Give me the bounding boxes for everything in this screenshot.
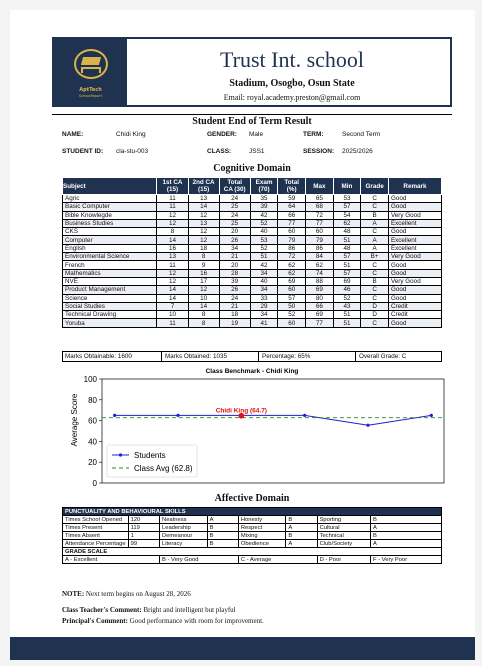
- subject-row: [63, 269, 442, 277]
- subject-score: C: [361, 286, 389, 294]
- subject-name: Yoruba: [63, 319, 157, 327]
- affective-row: [63, 532, 442, 540]
- skill-label: Honesty: [238, 516, 286, 524]
- subject-score: 21: [219, 302, 250, 310]
- subject-score: 43: [333, 302, 361, 310]
- subject-row: [63, 244, 442, 252]
- subject-score: C: [361, 203, 389, 211]
- graduation-cap-icon: [81, 57, 101, 65]
- subject-score: 40: [250, 277, 278, 285]
- subject-score: 12: [188, 236, 219, 244]
- subject-score: 51: [333, 311, 361, 319]
- subject-score: 24: [219, 195, 250, 203]
- footer-bar: [10, 637, 475, 660]
- subject-name: Basic Computer: [63, 203, 157, 211]
- subject-name: Environmental Science: [63, 253, 157, 261]
- subject-score: 46: [333, 286, 361, 294]
- subject-score: 60: [278, 286, 306, 294]
- subject-score: 11: [157, 319, 188, 327]
- subject-score: 12: [157, 211, 188, 219]
- subject-score: 68: [306, 203, 334, 211]
- annotation-label: Chidi King (64.7): [215, 407, 267, 415]
- subject-row: [63, 236, 442, 244]
- subject-score: 10: [188, 294, 219, 302]
- subject-name: Product Management: [63, 286, 157, 294]
- subject-score: 8: [188, 319, 219, 327]
- cognitive-table: [62, 177, 442, 328]
- subject-score: Good: [388, 261, 441, 269]
- subject-score: 69: [333, 277, 361, 285]
- subject-score: 8: [188, 311, 219, 319]
- skill-value: B: [207, 524, 238, 532]
- subject-score: 57: [278, 294, 306, 302]
- skill-label: Technical: [317, 532, 370, 540]
- logo-subtext: SchoolReport: [78, 94, 103, 98]
- school-logo: [54, 39, 127, 105]
- subject-score: 51: [333, 261, 361, 269]
- subject-score: 12: [157, 277, 188, 285]
- subject-score: 34: [250, 311, 278, 319]
- skill-value: B: [207, 540, 238, 548]
- subject-row: [63, 277, 442, 285]
- subject-score: 62: [278, 261, 306, 269]
- subject-score: 19: [219, 319, 250, 327]
- skill-label: Mixing: [238, 532, 286, 540]
- note-label: NOTE:: [62, 590, 85, 598]
- subject-score: 62: [278, 269, 306, 277]
- subject-score: 62: [306, 261, 334, 269]
- subject-score: 62: [333, 219, 361, 227]
- subject-name: French: [63, 261, 157, 269]
- cognitive-col-header: Subject: [63, 178, 157, 195]
- skill-label: Literacy: [160, 540, 208, 548]
- subject-score: Excellent: [388, 236, 441, 244]
- subject-score: A: [361, 236, 389, 244]
- subject-score: 84: [306, 253, 334, 261]
- students-point: [366, 424, 369, 427]
- student-id: cla-stu-003: [116, 148, 149, 155]
- subject-row: [63, 211, 442, 219]
- subject-score: 17: [188, 277, 219, 285]
- subject-score: 52: [278, 311, 306, 319]
- subject-score: 52: [250, 219, 278, 227]
- subject-score: 48: [333, 244, 361, 252]
- subject-score: 14: [157, 294, 188, 302]
- principal-comment-text: Good performance with room for improvement.: [129, 617, 264, 625]
- subject-score: 13: [188, 219, 219, 227]
- subject-row: [63, 261, 442, 269]
- subject-score: 9: [188, 261, 219, 269]
- subject-score: 26: [219, 236, 250, 244]
- subject-row: [63, 203, 442, 211]
- subject-name: Business Studies: [63, 219, 157, 227]
- subject-score: 12: [157, 269, 188, 277]
- skill-label: Attendance Percentage: [63, 540, 129, 548]
- subject-score: 33: [250, 294, 278, 302]
- subject-score: 20: [219, 228, 250, 236]
- subject-score: 12: [188, 286, 219, 294]
- school-email: Email: royal.academy.preston@gmail.com: [223, 93, 361, 102]
- subject-score: 25: [219, 219, 250, 227]
- subject-score: 60: [278, 319, 306, 327]
- teacher-comment-label: Class Teacher's Comment:: [62, 606, 142, 614]
- subject-score: 50: [278, 302, 306, 310]
- subject-score: 14: [157, 236, 188, 244]
- subject-score: Good: [388, 286, 441, 294]
- subject-score: Good: [388, 203, 441, 211]
- name-label: NAME:: [62, 131, 84, 138]
- subject-name: Bible Knowlegde: [63, 211, 157, 219]
- subject-name: Agric: [63, 195, 157, 203]
- subject-score: 28: [219, 269, 250, 277]
- skill-value: A: [286, 524, 317, 532]
- skill-value: B: [286, 532, 317, 540]
- y-tick-label: 40: [88, 437, 97, 447]
- class-label: CLASS:: [207, 148, 232, 155]
- subject-score: C: [361, 269, 389, 277]
- skill-label: Obedience: [238, 540, 286, 548]
- subject-row: [63, 311, 442, 319]
- subject-score: 39: [250, 203, 278, 211]
- subject-score: 12: [188, 228, 219, 236]
- skill-value: 1: [128, 532, 159, 540]
- cognitive-col-header: 1st CA (15): [157, 178, 188, 195]
- subject-score: 57: [333, 203, 361, 211]
- affective-table: [62, 507, 442, 564]
- subject-score: 72: [306, 211, 334, 219]
- cognitive-col-header: Min: [333, 178, 361, 195]
- subject-score: 12: [157, 219, 188, 227]
- teacher-comment-text: Bright and intelligent but playful: [143, 606, 236, 614]
- skill-value: A: [371, 540, 442, 548]
- cognitive-header-row: [63, 178, 442, 195]
- students-point: [113, 414, 116, 417]
- subject-score: A: [361, 244, 389, 252]
- grade-scale-item: D - Poor: [317, 556, 370, 564]
- skill-label: Times Absent: [63, 532, 129, 540]
- subject-score: 52: [333, 294, 361, 302]
- subject-score: 11: [157, 203, 188, 211]
- subject-row: [63, 253, 442, 261]
- subject-score: 74: [306, 269, 334, 277]
- subject-score: Credit: [388, 302, 441, 310]
- report-title: Student End of Term Result: [52, 114, 452, 127]
- skill-label: Cultural: [317, 524, 370, 532]
- subject-score: 42: [250, 211, 278, 219]
- subject-score: 10: [157, 311, 188, 319]
- subject-score: A: [361, 219, 389, 227]
- subject-score: Credit: [388, 311, 441, 319]
- skill-label: Leadership: [160, 524, 208, 532]
- gender-label: GENDER:: [207, 131, 237, 138]
- subject-score: 29: [250, 302, 278, 310]
- subject-score: B: [361, 211, 389, 219]
- subject-score: 53: [250, 236, 278, 244]
- subject-score: Good: [388, 195, 441, 203]
- subject-score: 20: [219, 261, 250, 269]
- subject-row: [63, 286, 442, 294]
- marks-obtained: Marks Obtained: 1035: [161, 352, 227, 361]
- affective-row: [63, 540, 442, 548]
- subject-score: D: [361, 311, 389, 319]
- student-session: 2025/2026: [342, 148, 373, 155]
- subject-name: Mathematics: [63, 269, 157, 277]
- subject-score: C: [361, 294, 389, 302]
- principal-comment: [62, 617, 264, 625]
- report-page: [10, 10, 475, 660]
- term-label: TERM:: [303, 131, 324, 138]
- chart-title: Class Benchmark - Chidi King: [205, 368, 299, 375]
- subject-name: Computer: [63, 236, 157, 244]
- school-name: Trust Int. school: [219, 47, 365, 72]
- affective-row: [63, 516, 442, 524]
- cognitive-col-header: Remark: [388, 178, 441, 195]
- subject-score: 8: [157, 228, 188, 236]
- student-gender: Male: [249, 131, 264, 138]
- y-tick-label: 100: [83, 375, 97, 384]
- subject-score: 59: [278, 195, 306, 203]
- chart-y-label: Average Score: [70, 393, 79, 447]
- grade-scale-item: B - Very Good: [160, 556, 239, 564]
- subject-score: 60: [278, 228, 306, 236]
- skill-value: A: [371, 524, 442, 532]
- subject-score: 66: [278, 211, 306, 219]
- subject-score: 48: [333, 228, 361, 236]
- subject-score: C: [361, 195, 389, 203]
- subject-score: 51: [333, 236, 361, 244]
- subject-score: 51: [250, 253, 278, 261]
- grade-scale-item: C - Average: [238, 556, 317, 564]
- skill-value: A: [286, 540, 317, 548]
- subject-score: 79: [278, 236, 306, 244]
- subject-row: [63, 302, 442, 310]
- student-name: Chidi King: [116, 131, 146, 138]
- subject-score: Good: [388, 294, 441, 302]
- subject-name: Science: [63, 294, 157, 302]
- subject-score: Very Good: [388, 253, 441, 261]
- grade-scale-label: GRADE SCALE: [63, 548, 442, 556]
- subject-score: 88: [306, 277, 334, 285]
- subject-score: 26: [219, 286, 250, 294]
- subject-score: Excellent: [388, 244, 441, 252]
- skill-label: Times Present: [63, 524, 129, 532]
- subject-score: 21: [219, 253, 250, 261]
- cognitive-col-header: Grade: [361, 178, 389, 195]
- subject-score: B+: [361, 253, 389, 261]
- benchmark-chart: [52, 365, 452, 490]
- subject-score: Good: [388, 319, 441, 327]
- students-line: [115, 415, 432, 425]
- students-point: [303, 414, 306, 417]
- cognitive-col-header: Max: [306, 178, 334, 195]
- students-point: [176, 414, 179, 417]
- subject-score: C: [361, 319, 389, 327]
- subject-score: 77: [306, 219, 334, 227]
- subject-score: 72: [278, 253, 306, 261]
- affective-row: [63, 524, 442, 532]
- subject-score: Good: [388, 228, 441, 236]
- subject-score: 65: [306, 195, 334, 203]
- subject-score: 66: [306, 302, 334, 310]
- subject-score: 41: [250, 319, 278, 327]
- skill-label: Neatness: [160, 516, 208, 524]
- subject-score: 11: [157, 261, 188, 269]
- subject-score: 35: [250, 195, 278, 203]
- cognitive-col-header: Exam (70): [250, 178, 278, 195]
- subject-score: Excellent: [388, 219, 441, 227]
- y-tick-label: 80: [88, 395, 97, 405]
- chart-plot-area: [84, 375, 444, 488]
- subject-score: 52: [250, 244, 278, 252]
- subject-score: 77: [306, 319, 334, 327]
- legend-label: Class Avg (62.8): [134, 464, 193, 473]
- note-text: Next term begins on August 28, 2026: [85, 590, 191, 598]
- skill-value: B: [371, 516, 442, 524]
- subject-score: 11: [157, 195, 188, 203]
- subject-score: 14: [157, 286, 188, 294]
- subject-score: 42: [250, 261, 278, 269]
- skill-value: 120: [128, 516, 159, 524]
- skill-value: A: [207, 516, 238, 524]
- affective-section-header: PUNCTUALITY AND BEHAVIOURAL SKILLS: [63, 508, 442, 516]
- subject-score: 13: [157, 253, 188, 261]
- skill-value: B: [371, 532, 442, 540]
- subject-score: 14: [188, 302, 219, 310]
- subject-row: [63, 195, 442, 203]
- subject-score: 40: [250, 228, 278, 236]
- percentage: Percentage: 65%: [258, 352, 310, 361]
- subject-score: 34: [250, 286, 278, 294]
- student-id-label: STUDENT ID:: [62, 148, 104, 155]
- skill-label: Sporting: [317, 516, 370, 524]
- legend-marker: [119, 453, 122, 456]
- school-address: Stadium, Osogbo, Osun State: [229, 78, 355, 89]
- subject-score: 57: [333, 269, 361, 277]
- marks-obtainable: Marks Obtainable: 1600: [65, 353, 132, 360]
- cognitive-col-header: Total CA (30): [219, 178, 250, 195]
- subject-score: 51: [333, 319, 361, 327]
- book-icon: [81, 67, 101, 73]
- y-tick-label: 60: [88, 416, 97, 426]
- students-point: [430, 414, 433, 417]
- subject-row: [63, 294, 442, 302]
- subject-score: 64: [278, 203, 306, 211]
- subject-row: [63, 219, 442, 227]
- subject-score: 69: [306, 311, 334, 319]
- grade-scale-item: F - Very Poor: [371, 556, 442, 564]
- subject-score: Very Good: [388, 277, 441, 285]
- subject-score: 8: [188, 253, 219, 261]
- grade-scale-row: [63, 556, 442, 564]
- overall-grade: Overall Grade: C: [355, 352, 406, 361]
- marks-summary: [62, 351, 442, 362]
- school-header: [52, 37, 452, 107]
- legend-label: Students: [134, 451, 166, 460]
- skill-value: 119: [128, 524, 159, 532]
- subject-score: 16: [188, 269, 219, 277]
- subject-score: Very Good: [388, 211, 441, 219]
- subject-score: 39: [219, 277, 250, 285]
- subject-score: 14: [188, 203, 219, 211]
- subject-score: 18: [219, 311, 250, 319]
- subject-score: D: [361, 302, 389, 310]
- subject-score: 60: [306, 228, 334, 236]
- teacher-comment: [62, 606, 236, 614]
- subject-score: 34: [219, 244, 250, 252]
- cognitive-col-header: 2nd CA (15): [188, 178, 219, 195]
- subject-score: 7: [157, 302, 188, 310]
- logo-text: AptTech: [79, 87, 102, 93]
- subject-score: 25: [219, 203, 250, 211]
- student-term: Second Term: [342, 131, 381, 138]
- skill-value: B: [286, 516, 317, 524]
- grade-scale-item: A - Excellent: [63, 556, 160, 564]
- subject-score: 86: [306, 244, 334, 252]
- subject-name: CKS: [63, 228, 157, 236]
- subject-score: 69: [306, 286, 334, 294]
- subject-score: 24: [219, 211, 250, 219]
- subject-score: B: [361, 277, 389, 285]
- skill-label: Club/Society: [317, 540, 370, 548]
- y-tick-label: 0: [92, 479, 97, 488]
- student-class: JSS1: [249, 148, 265, 155]
- subject-score: 80: [306, 294, 334, 302]
- subject-score: 86: [278, 244, 306, 252]
- subject-score: 79: [306, 236, 334, 244]
- cognitive-col-header: Total (%): [278, 178, 306, 195]
- subject-score: 18: [188, 244, 219, 252]
- subject-score: C: [361, 261, 389, 269]
- subject-name: English: [63, 244, 157, 252]
- subject-score: 34: [250, 269, 278, 277]
- subject-score: 12: [188, 211, 219, 219]
- next-term-note: [62, 590, 191, 598]
- skill-label: Demeanour: [160, 532, 208, 540]
- subject-name: NVE: [63, 277, 157, 285]
- affective-domain-title: Affective Domain: [214, 493, 290, 504]
- subject-score: 69: [278, 277, 306, 285]
- subject-score: Good: [388, 269, 441, 277]
- subject-row: [63, 319, 442, 327]
- principal-comment-label: Principal's Comment:: [62, 617, 128, 625]
- subject-score: 13: [188, 195, 219, 203]
- subject-score: C: [361, 228, 389, 236]
- y-tick-label: 20: [88, 458, 97, 468]
- subject-name: Social Studies: [63, 302, 157, 310]
- subject-score: 24: [219, 294, 250, 302]
- subject-score: 77: [278, 219, 306, 227]
- cognitive-domain-title: Cognitive Domain: [213, 163, 291, 174]
- skill-value: 99: [128, 540, 159, 548]
- session-label: SESSION:: [303, 148, 335, 155]
- subject-score: 54: [333, 211, 361, 219]
- skill-label: Times School Opened: [63, 516, 129, 524]
- skill-label: Respect: [238, 524, 286, 532]
- subject-row: [63, 228, 442, 236]
- skill-value: B: [207, 532, 238, 540]
- subject-name: Technical Drawing: [63, 311, 157, 319]
- subject-score: 53: [333, 195, 361, 203]
- subject-score: 16: [157, 244, 188, 252]
- subject-score: 57: [333, 253, 361, 261]
